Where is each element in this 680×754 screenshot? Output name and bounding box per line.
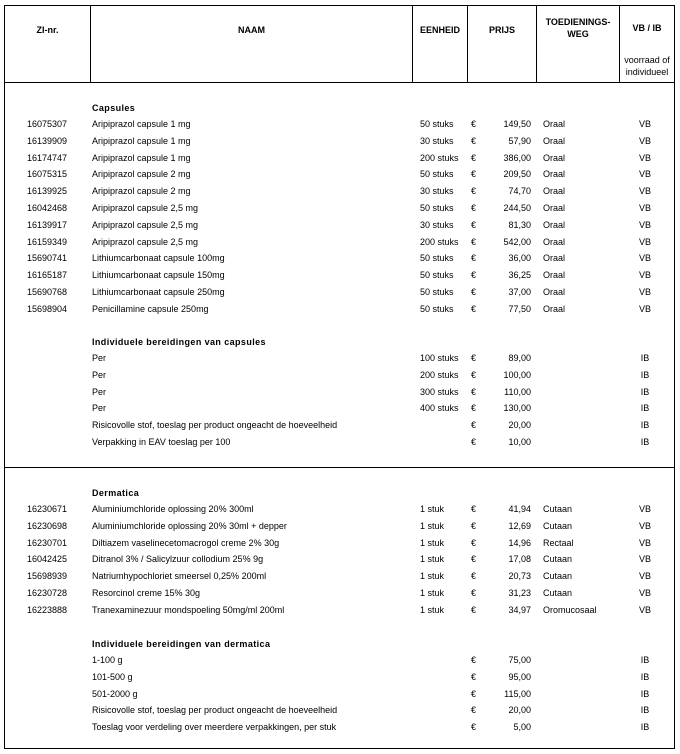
eenheid-cell: 50 stuks <box>420 119 454 129</box>
naam-cell: Aripiprazol capsule 1 mg <box>92 135 191 146</box>
eenheid-cell: 50 stuks <box>420 270 454 281</box>
naam-cell: Per <box>92 353 107 363</box>
header-vb-ib-note-1: voorraad of <box>624 55 670 65</box>
table-row <box>5 116 674 133</box>
table-row <box>5 652 674 669</box>
prijs-cell: 12,69 <box>508 520 531 531</box>
prijs-cell: 75,00 <box>508 655 531 665</box>
euro-sign: € <box>471 152 477 163</box>
zi-nr-cell: 16230698 <box>27 520 68 531</box>
euro-sign: € <box>471 420 477 431</box>
eenheid-cell: 50 stuks <box>420 169 454 180</box>
eenheid-cell: 200 stuks <box>420 152 459 163</box>
euro-sign: € <box>471 722 477 733</box>
eenheid-cell: 1 stuk <box>420 604 445 615</box>
table-row <box>5 217 674 234</box>
section-title-dermatica: Dermatica <box>92 488 140 498</box>
prijs-cell: 5,00 <box>513 722 531 733</box>
zi-nr-cell: 16075307 <box>27 119 68 129</box>
euro-sign: € <box>471 554 477 565</box>
prijs-cell: 17,08 <box>508 554 531 565</box>
euro-sign: € <box>471 236 477 247</box>
vb-ib-cell: VB <box>638 253 651 264</box>
zi-nr-cell: 16139925 <box>27 186 68 197</box>
header-toediening-line1: TOEDIENINGS- <box>545 17 611 27</box>
prijs-cell: 386,00 <box>503 152 531 163</box>
prijs-cell: 14,96 <box>508 537 531 548</box>
euro-sign: € <box>471 705 477 716</box>
naam-cell: Tranexaminezuur mondspoeling 50mg/ml 200ml <box>92 604 285 615</box>
euro-sign: € <box>471 353 477 363</box>
toediening-cell: Oraal <box>543 203 566 213</box>
euro-sign: € <box>471 119 477 129</box>
table-row <box>5 183 674 200</box>
naam-cell: Verpakking in EAV toeslag per 100 <box>92 437 231 447</box>
vb-ib-cell: VB <box>638 287 651 297</box>
table-row <box>5 551 674 568</box>
naam-cell: Aripiprazol capsule 2,5 mg <box>92 236 199 247</box>
eenheid-cell: 1 stuk <box>420 554 445 565</box>
section-title-capsules-individual: Individuele bereidingen van capsules <box>92 337 266 347</box>
toediening-cell: Oraal <box>543 253 566 264</box>
vb-ib-cell: IB <box>640 386 650 397</box>
naam-cell: Aripiprazol capsule 1 mg <box>92 119 191 129</box>
naam-cell: Per <box>92 403 107 414</box>
prijs-cell: 95,00 <box>508 671 531 682</box>
zi-nr-cell: 16075315 <box>27 169 68 180</box>
vb-ib-cell: VB <box>638 604 651 615</box>
zi-nr-cell: 16230701 <box>27 537 68 548</box>
header-zi-nr: ZI-nr. <box>36 25 59 35</box>
eenheid-cell: 200 stuks <box>420 369 459 380</box>
zi-nr-cell: 16042468 <box>27 203 68 213</box>
euro-sign: € <box>471 504 477 514</box>
table-row <box>5 200 674 217</box>
naam-cell: Aripiprazol capsule 2 mg <box>92 186 191 197</box>
vb-ib-cell: IB <box>640 671 650 682</box>
zi-nr-cell: 15690741 <box>27 253 68 264</box>
table-row <box>5 234 674 251</box>
vb-ib-cell: VB <box>638 236 651 247</box>
eenheid-cell: 200 stuks <box>420 236 459 247</box>
column-divider <box>467 6 468 82</box>
table-row <box>5 301 674 318</box>
naam-cell: Lithiumcarbonaat capsule 100mg <box>92 253 225 264</box>
table-row <box>5 518 674 535</box>
vb-ib-cell: VB <box>638 152 651 163</box>
eenheid-cell: 1 stuk <box>420 520 445 531</box>
eenheid-cell: 50 stuks <box>420 303 454 314</box>
euro-sign: € <box>471 253 477 264</box>
naam-cell: Diltiazem vaselinecetomacrogol creme 2% 30g <box>92 537 280 548</box>
toediening-cell: Cutaan <box>543 504 573 514</box>
prijs-cell: 115,00 <box>504 688 531 699</box>
vb-ib-cell: IB <box>640 353 650 363</box>
vb-ib-cell: IB <box>640 655 650 665</box>
vb-ib-cell: VB <box>638 219 651 230</box>
column-divider <box>90 6 91 82</box>
zi-nr-cell: 16174747 <box>27 152 68 163</box>
euro-sign: € <box>471 303 477 314</box>
header-naam: NAAM <box>238 25 265 35</box>
naam-cell: Aluminiumchloride oplossing 20% 300ml <box>92 504 254 514</box>
vb-ib-cell: IB <box>640 437 650 447</box>
vb-ib-cell: VB <box>638 554 651 565</box>
vb-ib-cell: VB <box>638 203 651 213</box>
vb-ib-cell: VB <box>638 270 651 281</box>
naam-cell: Ditranol 3% / Salicylzuur collodium 25% 9g <box>92 554 264 565</box>
toediening-cell: Oraal <box>543 152 566 163</box>
euro-sign: € <box>471 219 477 230</box>
header-vb-ib-note-2: individueel <box>625 67 669 77</box>
naam-cell: 501-2000 g <box>92 688 138 699</box>
vb-ib-cell: VB <box>638 571 651 582</box>
price-table <box>4 5 675 749</box>
vb-ib-cell: VB <box>638 303 651 314</box>
table-header <box>5 6 674 83</box>
vb-ib-cell: IB <box>640 722 650 733</box>
eenheid-cell: 100 stuks <box>420 353 459 363</box>
eenheid-cell: 1 stuk <box>420 537 445 548</box>
vb-ib-cell: IB <box>640 403 650 414</box>
prijs-cell: 20,00 <box>508 420 531 431</box>
table-row <box>5 719 674 736</box>
header-toediening-line2: WEG <box>567 29 589 39</box>
table-row <box>5 166 674 183</box>
euro-sign: € <box>471 537 477 548</box>
toediening-cell: Cutaan <box>543 571 573 582</box>
header-eenheid: EENHEID <box>419 25 460 35</box>
vb-ib-cell: VB <box>638 119 651 129</box>
naam-cell: Aluminiumchloride oplossing 20% 30ml + depper <box>92 520 287 531</box>
eenheid-cell: 30 stuks <box>420 135 454 146</box>
prijs-cell: 36,25 <box>508 270 531 281</box>
euro-sign: € <box>471 169 477 180</box>
table-row <box>5 400 674 417</box>
zi-nr-cell: 15698904 <box>27 303 68 314</box>
eenheid-cell: 50 stuks <box>420 253 454 264</box>
table-row <box>5 585 674 602</box>
table-row <box>5 686 674 703</box>
euro-sign: € <box>471 186 477 197</box>
euro-sign: € <box>471 369 477 380</box>
eenheid-cell: 1 stuk <box>420 504 445 514</box>
naam-cell: Aripiprazol capsule 2 mg <box>92 169 191 180</box>
table-row <box>5 669 674 686</box>
vb-ib-cell: IB <box>640 369 650 380</box>
zi-nr-cell: 16159349 <box>27 236 68 247</box>
prijs-cell: 542,00 <box>503 236 531 247</box>
vb-ib-cell: IB <box>640 688 650 699</box>
prijs-cell: 31,23 <box>508 588 531 598</box>
naam-cell: Aripiprazol capsule 2,5 mg <box>92 219 199 230</box>
euro-sign: € <box>471 135 477 146</box>
toediening-cell: Cutaan <box>543 520 573 531</box>
eenheid-cell: 50 stuks <box>420 203 454 213</box>
toediening-cell: Cutaan <box>543 554 573 565</box>
eenheid-cell: 30 stuks <box>420 219 454 230</box>
zi-nr-cell: 16042425 <box>27 554 68 565</box>
column-divider <box>412 6 413 82</box>
toediening-cell: Oraal <box>543 287 566 297</box>
prijs-cell: 20,00 <box>508 705 531 716</box>
toediening-cell: Oraal <box>543 219 566 230</box>
prijs-cell: 209,50 <box>503 169 531 180</box>
prijs-cell: 34,97 <box>508 604 531 615</box>
table-row <box>5 367 674 384</box>
vb-ib-cell: VB <box>638 186 651 197</box>
table-row <box>5 350 674 367</box>
eenheid-cell: 1 stuk <box>420 571 445 582</box>
toediening-cell: Oraal <box>543 186 566 197</box>
toediening-cell: Oraal <box>543 119 566 129</box>
zi-nr-cell: 16223888 <box>27 604 68 615</box>
prijs-cell: 36,00 <box>508 253 531 264</box>
naam-cell: Risicovolle stof, toeslag per product ongeacht de hoeveelheid <box>92 420 338 431</box>
naam-cell: Toeslag voor verdeling over meerdere verpakkingen, per stuk <box>92 722 337 733</box>
vb-ib-cell: IB <box>640 420 650 431</box>
naam-cell: Per <box>92 386 107 397</box>
toediening-cell: Rectaal <box>543 537 574 548</box>
zi-nr-cell: 16139909 <box>27 135 68 146</box>
zi-nr-cell: 15698939 <box>27 571 68 582</box>
zi-nr-cell: 16139917 <box>27 219 68 230</box>
eenheid-cell: 30 stuks <box>420 186 454 197</box>
prijs-cell: 77,50 <box>508 303 531 314</box>
table-row <box>5 702 674 719</box>
euro-sign: € <box>471 437 477 447</box>
prijs-cell: 244,50 <box>503 203 531 213</box>
prijs-cell: 57,90 <box>508 135 531 146</box>
toediening-cell: Oraal <box>543 135 566 146</box>
euro-sign: € <box>471 270 477 281</box>
prijs-cell: 130,00 <box>503 403 531 414</box>
naam-cell: Natriumhypochloriet smeersel 0,25% 200ml <box>92 571 267 582</box>
section-title-dermatica-individual: Individuele bereidingen van dermatica <box>92 639 271 649</box>
table-row <box>5 250 674 267</box>
vb-ib-cell: VB <box>638 588 651 598</box>
table-row <box>5 602 674 619</box>
toediening-cell: Cutaan <box>543 588 573 598</box>
prijs-cell: 149,50 <box>503 119 531 129</box>
table-row <box>5 267 674 284</box>
prijs-cell: 37,00 <box>508 287 531 297</box>
table-row <box>5 434 674 451</box>
prijs-cell: 20,73 <box>508 571 531 582</box>
table-row <box>5 417 674 434</box>
prijs-cell: 74,70 <box>508 186 531 197</box>
naam-cell: Resorcinol creme 15% 30g <box>92 588 201 598</box>
table-row <box>5 535 674 552</box>
prijs-cell: 41,94 <box>508 504 531 514</box>
euro-sign: € <box>471 604 477 615</box>
toediening-cell: Oraal <box>543 303 566 314</box>
toediening-cell: Oraal <box>543 169 566 180</box>
table-row <box>5 284 674 301</box>
naam-cell: 101-500 g <box>92 671 133 682</box>
vb-ib-cell: IB <box>640 705 650 716</box>
euro-sign: € <box>471 386 477 397</box>
vb-ib-cell: VB <box>638 537 651 548</box>
table-row <box>5 150 674 167</box>
euro-sign: € <box>471 655 477 665</box>
section-title-capsules: Capsules <box>92 103 136 113</box>
naam-cell: 1-100 g <box>92 655 123 665</box>
naam-cell: Lithiumcarbonaat capsule 150mg <box>92 270 225 281</box>
zi-nr-cell: 15690768 <box>27 287 68 297</box>
eenheid-cell: 400 stuks <box>420 403 459 414</box>
prijs-cell: 10,00 <box>508 437 531 447</box>
table-row <box>5 568 674 585</box>
zi-nr-cell: 16230671 <box>27 504 68 514</box>
section-divider <box>5 467 674 468</box>
vb-ib-cell: VB <box>638 504 651 514</box>
naam-cell: Aripiprazol capsule 2,5 mg <box>92 203 199 213</box>
zi-nr-cell: 16165187 <box>27 270 68 281</box>
euro-sign: € <box>471 403 477 414</box>
eenheid-cell: 300 stuks <box>420 386 459 397</box>
naam-cell: Per <box>92 369 107 380</box>
toediening-cell: Oraal <box>543 270 566 281</box>
table-row <box>5 384 674 401</box>
euro-sign: € <box>471 287 477 297</box>
header-vb-ib: VB / IB <box>632 23 662 33</box>
naam-cell: Risicovolle stof, toeslag per product ongeacht de hoeveelheid <box>92 705 338 716</box>
zi-nr-cell: 16230728 <box>27 588 68 598</box>
toediening-cell: Oromucosaal <box>543 604 597 615</box>
header-prijs: PRIJS <box>488 25 515 35</box>
euro-sign: € <box>471 571 477 582</box>
euro-sign: € <box>471 688 477 699</box>
eenheid-cell: 1 stuk <box>420 588 445 598</box>
vb-ib-cell: VB <box>638 520 651 531</box>
toediening-cell: Oraal <box>543 236 566 247</box>
vb-ib-cell: VB <box>638 169 651 180</box>
vb-ib-cell: VB <box>638 135 651 146</box>
euro-sign: € <box>471 588 477 598</box>
naam-cell: Lithiumcarbonaat capsule 250mg <box>92 287 225 297</box>
prijs-cell: 110,00 <box>504 386 531 397</box>
prijs-cell: 81,30 <box>508 219 531 230</box>
eenheid-cell: 50 stuks <box>420 287 454 297</box>
euro-sign: € <box>471 203 477 213</box>
prijs-cell: 100,00 <box>503 369 531 380</box>
table-row <box>5 501 674 518</box>
euro-sign: € <box>471 671 477 682</box>
prijs-cell: 89,00 <box>508 353 531 363</box>
table-row <box>5 133 674 150</box>
euro-sign: € <box>471 520 477 531</box>
naam-cell: Penicillamine capsule 250mg <box>92 303 209 314</box>
naam-cell: Aripiprazol capsule 1 mg <box>92 152 191 163</box>
